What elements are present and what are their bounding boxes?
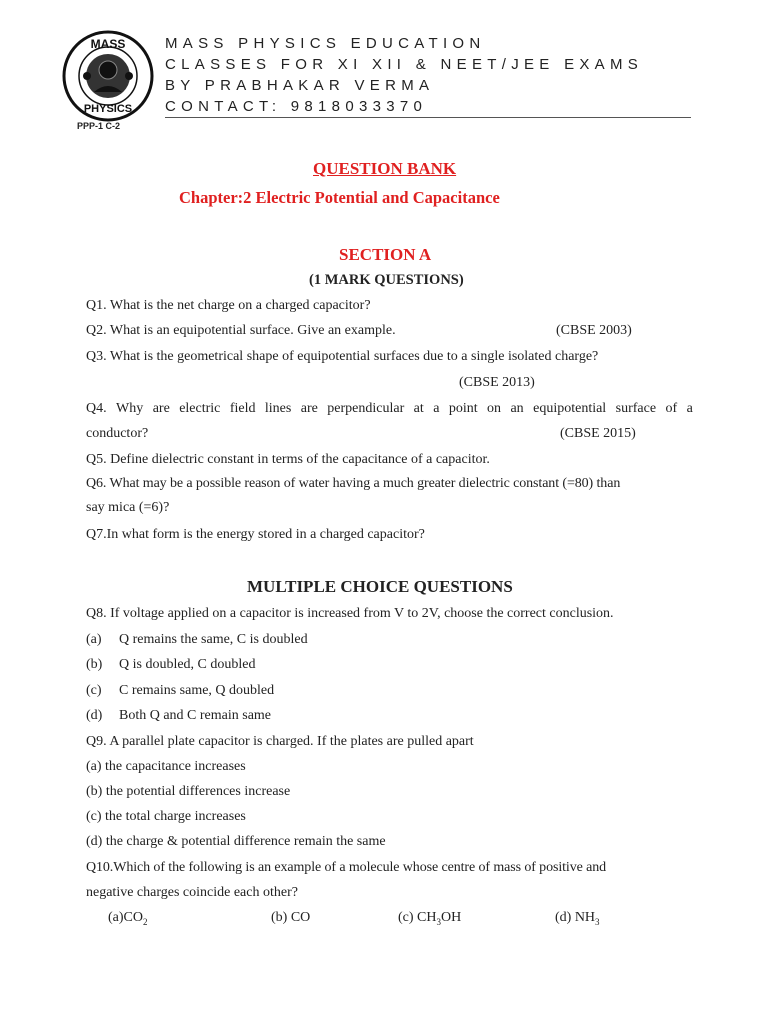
q4-word: perpendicular <box>327 401 405 416</box>
option-text: Q is doubled, C doubled <box>119 657 256 672</box>
header-line-4: CONTACT: 9818033370 <box>165 98 428 115</box>
option-text: (d) NH <box>555 910 596 925</box>
q4-word: point <box>448 401 478 416</box>
q4-word: electric <box>179 401 221 416</box>
q10-option-d <box>555 910 600 927</box>
section-a-subtitle: (1 MARK QUESTIONS) <box>309 272 464 288</box>
question-q4-line-1 <box>86 401 693 417</box>
q4-word: Why <box>116 401 144 416</box>
option-text: Both Q and C remain same <box>119 708 272 723</box>
q4-word: on <box>487 401 502 416</box>
q4-word: are <box>300 401 318 416</box>
mcq-section-title: MULTIPLE CHOICE QUESTIONS <box>247 577 513 596</box>
option-subscript: 3 <box>436 916 441 927</box>
q4-word: an <box>510 401 524 416</box>
question-q2-reference: (CBSE 2003) <box>556 323 632 338</box>
logo-bottom-text: PHYSICS <box>83 103 133 115</box>
q10-option-b <box>271 910 310 927</box>
header-line-2: CLASSES FOR XI XII & NEET/JEE EXAMS <box>165 56 644 73</box>
header-text-block <box>165 33 643 117</box>
q4-word: field <box>229 401 256 416</box>
option-text: (a)CO <box>108 910 143 925</box>
q4-word: at <box>413 401 424 416</box>
q4-word: of <box>665 401 678 416</box>
question-q7: Q7.In what form is the energy stored in a charged capacitor? <box>86 527 425 542</box>
question-q6-line-2: say mica (=6)? <box>86 500 170 515</box>
question-bank-title: QUESTION BANK <box>313 159 457 178</box>
q8-option-d <box>86 708 271 724</box>
q4-word: a <box>433 401 440 416</box>
q9-option-b: (b) the potential differences increase <box>86 784 291 799</box>
q9-option-d: (d) the charge & potential difference remain the same <box>86 834 386 849</box>
option-label: (b) <box>86 657 103 672</box>
option-text: C remains same, Q doubled <box>119 683 275 698</box>
q9-option-a: (a) the capacitance increases <box>86 759 246 774</box>
question-q4-reference: (CBSE 2015) <box>560 426 636 441</box>
q4-word: a <box>686 401 693 416</box>
question-q3: Q3. What is the geometrical shape of equipotential surfaces due to a single isolated charge? <box>86 349 599 364</box>
question-q4-line-2: conductor? <box>86 426 149 441</box>
q4-word: are <box>152 401 170 416</box>
option-subscript: 2 <box>143 916 148 927</box>
q8-option-a <box>86 632 308 648</box>
option-text: (c) CH <box>398 910 437 925</box>
mass-physics-logo <box>62 30 154 122</box>
question-q1: Q1. What is the net charge on a charged capacitor? <box>86 298 371 313</box>
document-code: PPP-1 C-2 <box>77 121 121 131</box>
q4-word: equipotential <box>533 401 607 416</box>
chapter-title: Chapter:2 Electric Potential and Capacitance <box>179 188 500 207</box>
question-q3-reference: (CBSE 2013) <box>459 375 535 390</box>
question-q6-line-1: Q6. What may be a possible reason of water having a much greater dielectric constant (=80) than <box>86 476 621 491</box>
question-q5: Q5. Define dielectric constant in terms of the capacitance of a capacitor. <box>86 452 490 467</box>
header-divider <box>165 117 691 118</box>
question-q10-line-2: negative charges coincide each other? <box>86 885 298 900</box>
q8-option-c <box>86 683 274 699</box>
section-a-title: SECTION A <box>339 245 432 264</box>
option-text: (b) CO <box>271 910 311 925</box>
option-label: (c) <box>86 683 102 698</box>
q10-option-a <box>108 910 148 927</box>
logo-top-text: MASS <box>90 37 126 51</box>
option-label: (d) <box>86 708 103 723</box>
q10-option-c <box>398 910 461 927</box>
header-line-3: BY PRABHAKAR VERMA <box>165 77 435 94</box>
q9-option-c: (c) the total charge increases <box>86 809 246 824</box>
q4-word: lines <box>264 401 292 416</box>
question-q10-line-1: Q10.Which of the following is an example of a molecule whose centre of mass of positive and <box>86 860 607 875</box>
q4-word: Q4. <box>86 401 107 416</box>
q8-option-b <box>86 657 256 673</box>
question-q9: Q9. A parallel plate capacitor is charged. If the plates are pulled apart <box>86 734 474 749</box>
question-q2: Q2. What is an equipotential surface. Give an example. <box>86 323 396 338</box>
option-subscript: 3 <box>595 916 600 927</box>
q4-word: surface <box>615 401 657 416</box>
option-label: (a) <box>86 632 102 647</box>
option-suffix: OH <box>441 910 462 925</box>
header-line-1: MASS PHYSICS EDUCATION <box>165 35 486 52</box>
question-q8: Q8. If voltage applied on a capacitor is increased from V to 2V, choose the correct conclusion. <box>86 606 614 621</box>
option-text: Q remains the same, C is doubled <box>119 632 308 647</box>
